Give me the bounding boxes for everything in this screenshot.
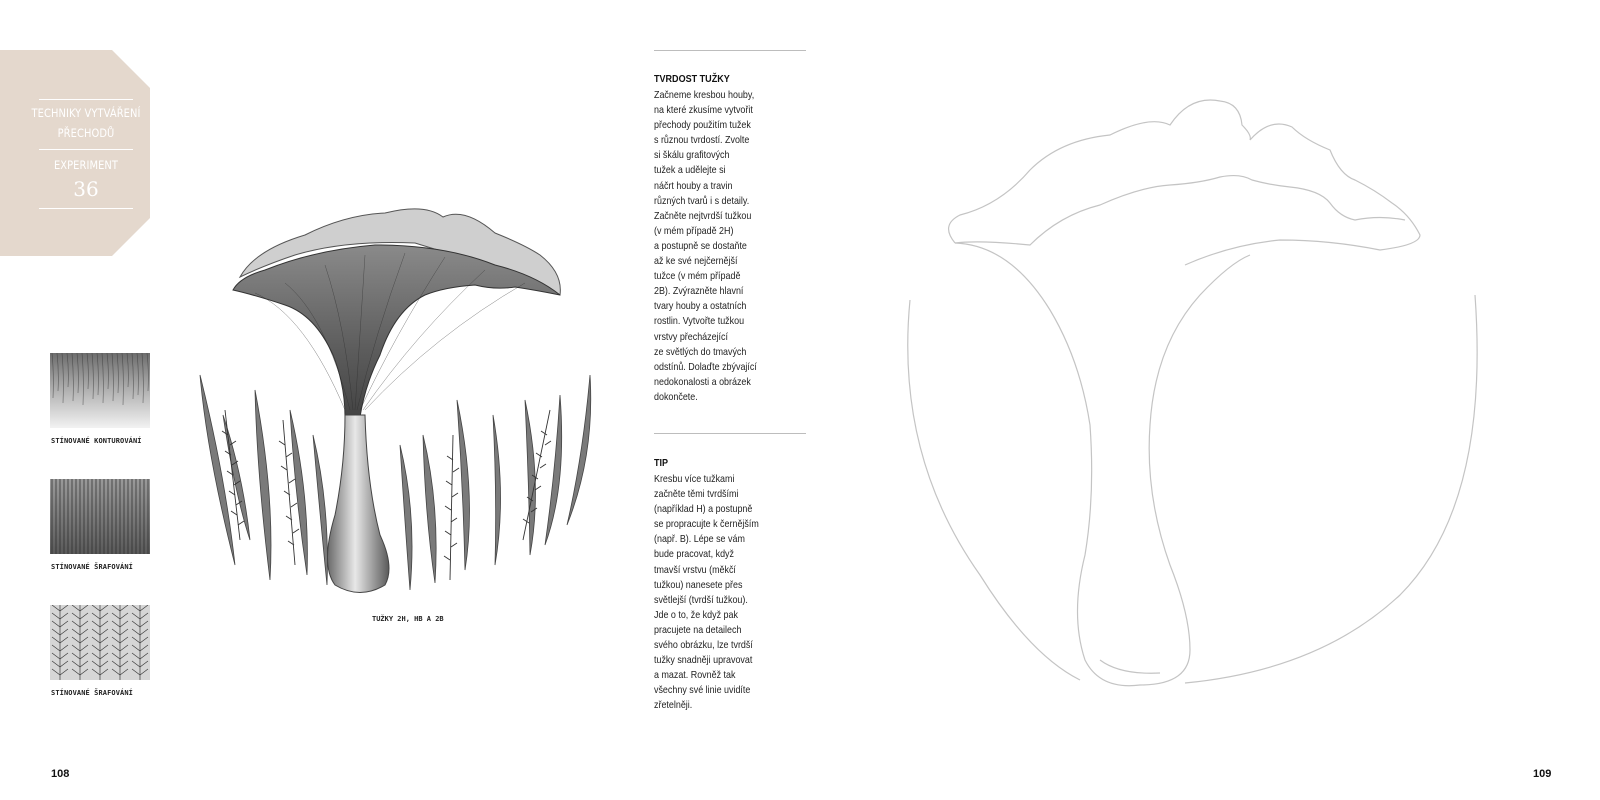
body-line: vrstvy přecházející: [654, 331, 729, 343]
body-line: tužkou) nanesete přes: [654, 579, 743, 591]
badge-rule-top: [39, 99, 133, 100]
badge-title-line2: PŘECHODŮ: [57, 126, 115, 140]
body-line: tužek a udělejte si: [654, 165, 726, 177]
badge-rule-middle: [39, 149, 133, 150]
body-line: přechody použitím tužek: [654, 120, 751, 132]
badge-experiment-label: EXPERIMENT: [53, 158, 119, 172]
body-line: Začněte nejtvrdší tužkou: [654, 210, 752, 222]
mushroom-outline-template: [900, 95, 1520, 715]
body-line: rostlin. Vytvořte tužkou: [654, 316, 745, 328]
body-line: 2B). Zvýrazněte hlavní: [654, 286, 744, 298]
swatch-shaded-contour: [50, 353, 150, 428]
experiment-badge: [0, 50, 150, 256]
page-number-left: 108: [51, 768, 70, 780]
badge-title-line1: TECHNIKY VYTVÁŘENÍ: [31, 106, 141, 120]
body-line: zřetelněji.: [654, 700, 693, 712]
badge-rule-bottom: [39, 208, 133, 209]
body-line: ze světlých do tmavých: [654, 346, 747, 358]
body-line: Jde o to, že když pak: [654, 609, 738, 621]
body-line: začněte těmi tvrdšími: [654, 489, 739, 501]
body-line: a postupně se dostaňte: [654, 240, 747, 252]
swatch-label-2: STÍNOVANÉ ŠRAFOVÁNÍ: [51, 563, 133, 571]
body-line: s různou tvrdostí. Zvolte: [654, 135, 750, 147]
body-line: tmavší vrstvu (měkčí: [654, 564, 736, 576]
body-line: bude pracovat, když: [654, 549, 734, 561]
body-line: a mazat. Rovněž tak: [654, 670, 736, 682]
body-line: si škálu grafitových: [654, 150, 730, 162]
section-title-hardness: TVRDOST TUŽKY: [654, 73, 730, 85]
body-line: až ke své nejčernější: [654, 256, 738, 268]
body-line: svého obrázku, lze tvrdší: [654, 640, 753, 652]
section-body-hardness: [654, 88, 757, 405]
body-line: (např. B). Lépe se vám: [654, 534, 745, 546]
body-line: všechny své linie uvidíte: [654, 685, 751, 697]
section-rule-top: [654, 50, 806, 51]
body-line: (například H) a postupně: [654, 504, 753, 516]
swatch-herringbone-hatching: [50, 605, 150, 680]
section-rule-tip: [654, 433, 806, 434]
body-line: pracujete na detailech: [654, 624, 742, 636]
body-line: na které zkusíme vytvořit: [654, 105, 753, 117]
body-line: (v mém případě 2H): [654, 225, 734, 237]
body-line: náčrt houby a travin: [654, 180, 733, 192]
body-line: nedokonalosti a obrázek: [654, 376, 751, 388]
section-title-tip: TIP: [654, 457, 669, 469]
page-number-right: 109: [1533, 768, 1552, 780]
body-line: odstínů. Dolaďte zbývající: [654, 361, 757, 373]
body-line: Kresbu více tužkami: [654, 474, 735, 485]
badge-shape: [0, 50, 150, 256]
mushroom-illustration: [195, 195, 615, 610]
badge-experiment-number: 36: [73, 177, 99, 201]
section-body-tip: [654, 472, 757, 714]
body-line: tužce (v mém případě: [654, 271, 741, 283]
body-line: dokončete.: [654, 391, 698, 403]
swatch-label-1: STÍNOVANÉ KONTUROVÁNÍ: [51, 437, 142, 445]
swatch-shaded-hatching: [50, 479, 150, 554]
body-line: Začneme kresbou houby,: [654, 90, 755, 101]
swatch-label-3: STÍNOVANÉ ŠRAFOVÁNÍ: [51, 689, 133, 697]
body-line: tvary houby a ostatních: [654, 301, 747, 313]
illustration-caption: TUŽKY 2H, HB A 2B: [372, 615, 444, 623]
body-line: různých tvarů i s detaily.: [654, 195, 750, 207]
body-line: se propracujte k černějším: [654, 519, 759, 531]
body-line: světlejší (tvrdší tužkou).: [654, 594, 748, 606]
body-line: tužky snadněji upravovat: [654, 655, 753, 667]
